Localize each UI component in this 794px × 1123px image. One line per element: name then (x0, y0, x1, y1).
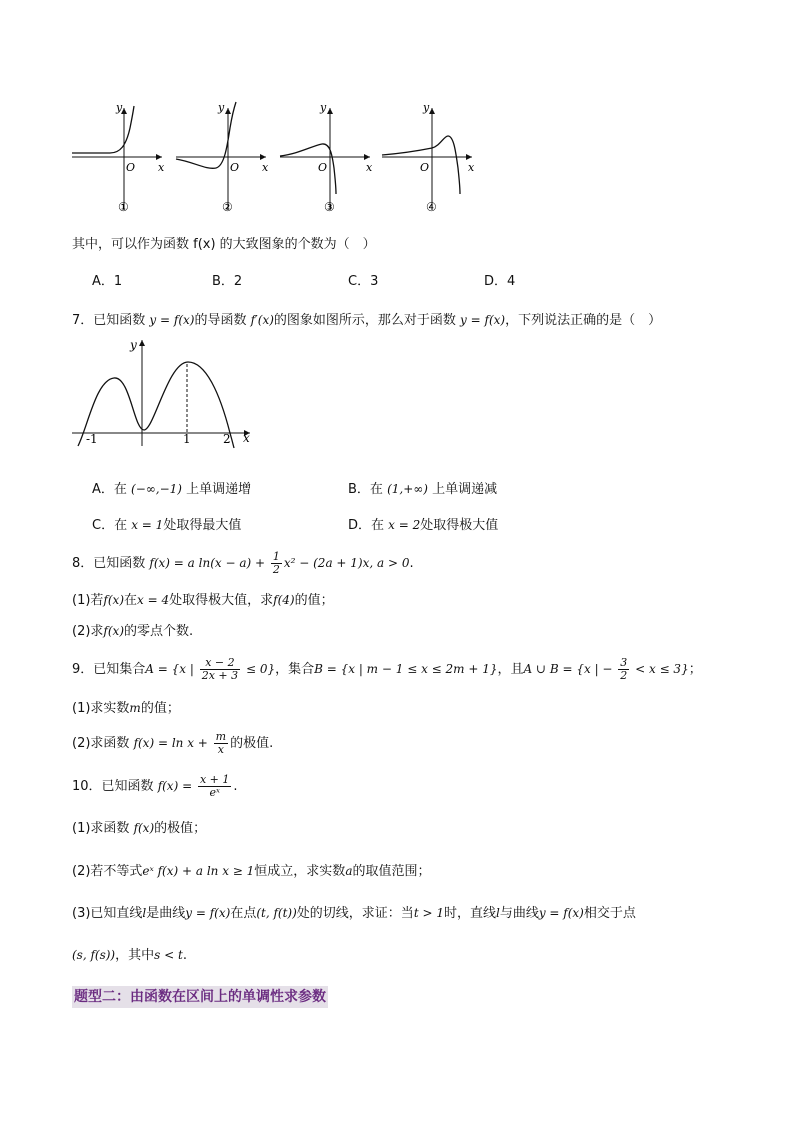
q7-option-b: B．在 (1,+∞) 上单调递减 (348, 482, 498, 497)
q8-part-2: (2)求f(x)的零点个数. (72, 624, 194, 639)
q7-option-a: A．在 (−∞,−1) 上单调递增 (92, 482, 252, 497)
q7-question (72, 311, 661, 330)
q7-graph-y-label: y (130, 338, 137, 352)
q10-part-3: (3)已知直线l是曲线y = f(x)在点(t, f(t))处的切线，求证：当t > 1时，直线l与曲线y = f(x)相交于点 (72, 906, 636, 921)
q10-part-2: (2)若不等式eˣ f(x) + a ln x ≥ 1恒成立，求实数a的取值范围； (72, 864, 431, 879)
graph-1-caption: ① (118, 200, 129, 214)
graph-2-y-label: y (218, 101, 225, 114)
graph-4-caption: ④ (426, 200, 437, 214)
q6-option-a: A．1 (92, 274, 123, 289)
q7-math-a: y = f(x) (149, 313, 195, 327)
q8-part-1: (1)若f(x)在x = 4处取得极大值，求f(4)的值； (72, 593, 334, 608)
graph-1-x-label: x (158, 161, 165, 174)
q7-text-d: ，下列说法正确的是（ ） (505, 313, 662, 328)
q7-graph-tick-neg1: -1 (86, 432, 98, 446)
graph-4 (382, 101, 475, 214)
q7-number: 7． (72, 313, 94, 328)
graph-3-caption: ③ (324, 200, 335, 214)
q10-fraction: $\frac{x + 1}{\text{eˣ}}$ (199, 773, 230, 799)
q6-option-d: D．4 (484, 274, 516, 289)
graph-3 (280, 101, 373, 214)
graph-1-y-label: y (116, 101, 123, 114)
q10-part-1: (1)求函数 f(x)的极值； (72, 821, 207, 836)
q9-part-2: (2)求函数 f(x) = ln x + $\frac{m}{x}$ 的极值. (72, 730, 274, 756)
q6-option-b: B．2 (212, 274, 243, 289)
q9-fraction-2: $\frac{3}{2}$ (620, 656, 628, 682)
graph-2 (176, 101, 269, 214)
q7-text-a: 已知函数 (93, 313, 150, 328)
graph-4-origin-label: O (420, 161, 430, 174)
graph-2-origin-label: O (230, 161, 240, 174)
q7-text-c: 的图象如图所示，那么对于函数 (273, 313, 461, 328)
graph-3-x-label: x (366, 161, 373, 174)
graph-4-x-label: x (468, 161, 475, 174)
graph-3-y-label: y (320, 101, 327, 114)
graph-3-origin-label: O (318, 161, 328, 174)
graph-2-caption: ② (222, 200, 233, 214)
q7-graph-x-label: x (243, 431, 250, 445)
q7-option-c: C．在 x = 1处取得最大值 (92, 518, 242, 533)
q7-derivative-graph (70, 334, 260, 452)
q9-part-2-fraction: $\frac{m}{x}$ (215, 730, 227, 756)
four-graphs-figure (66, 98, 478, 218)
q7-option-d: D．在 x = 2处取得极大值 (348, 518, 499, 533)
section-heading: 题型二：由函数在区间上的单调性求参数 (72, 986, 328, 1008)
q6-option-c: C．3 (348, 274, 379, 289)
q7-graph-tick-1: 1 (183, 432, 191, 446)
q10-question: 10．已知函数 f(x) = $\frac{x + 1}{\text{eˣ}}$ . (72, 773, 238, 799)
q7-text-b: 的导函数 (194, 313, 251, 328)
graph-2-x-label: x (262, 161, 269, 174)
graph-1 (72, 101, 165, 214)
graph-1-origin-label: O (126, 161, 136, 174)
q9-part-1: (1)求实数m的值； (72, 701, 180, 716)
q7-math-b: f′(x) (250, 313, 274, 327)
q7-graph-tick-2: 2 (223, 432, 231, 446)
graph-4-y-label: y (423, 101, 430, 114)
q9-question: 9．已知集合A = {x | $\frac{x - 2}{2x + 3}$ ≤ 0}，集合B = {x | m − 1 ≤ x ≤ 2m + 1}，且A ∪ B = {x | − $\frac{3}{2}$ < x ≤ 3}； (72, 656, 702, 682)
q6-question: 其中，可以作为函数 f(x) 的大致图象的个数为（ ） (72, 237, 376, 252)
q9-fraction-1: $\frac{x - 2}{2x + 3}$ (201, 656, 239, 682)
q10-part-3-line-2: (s, f(s))，其中s < t. (72, 948, 187, 963)
q7-math-c: y = f(x) (460, 313, 506, 327)
q8-fraction: $\frac{1}{2}$ (272, 550, 280, 576)
q8-question: 8．已知函数 f(x) = a ln(x − a) + $\frac{1}{2}$ x² − (2a + 1)x, a > 0. (72, 550, 414, 576)
